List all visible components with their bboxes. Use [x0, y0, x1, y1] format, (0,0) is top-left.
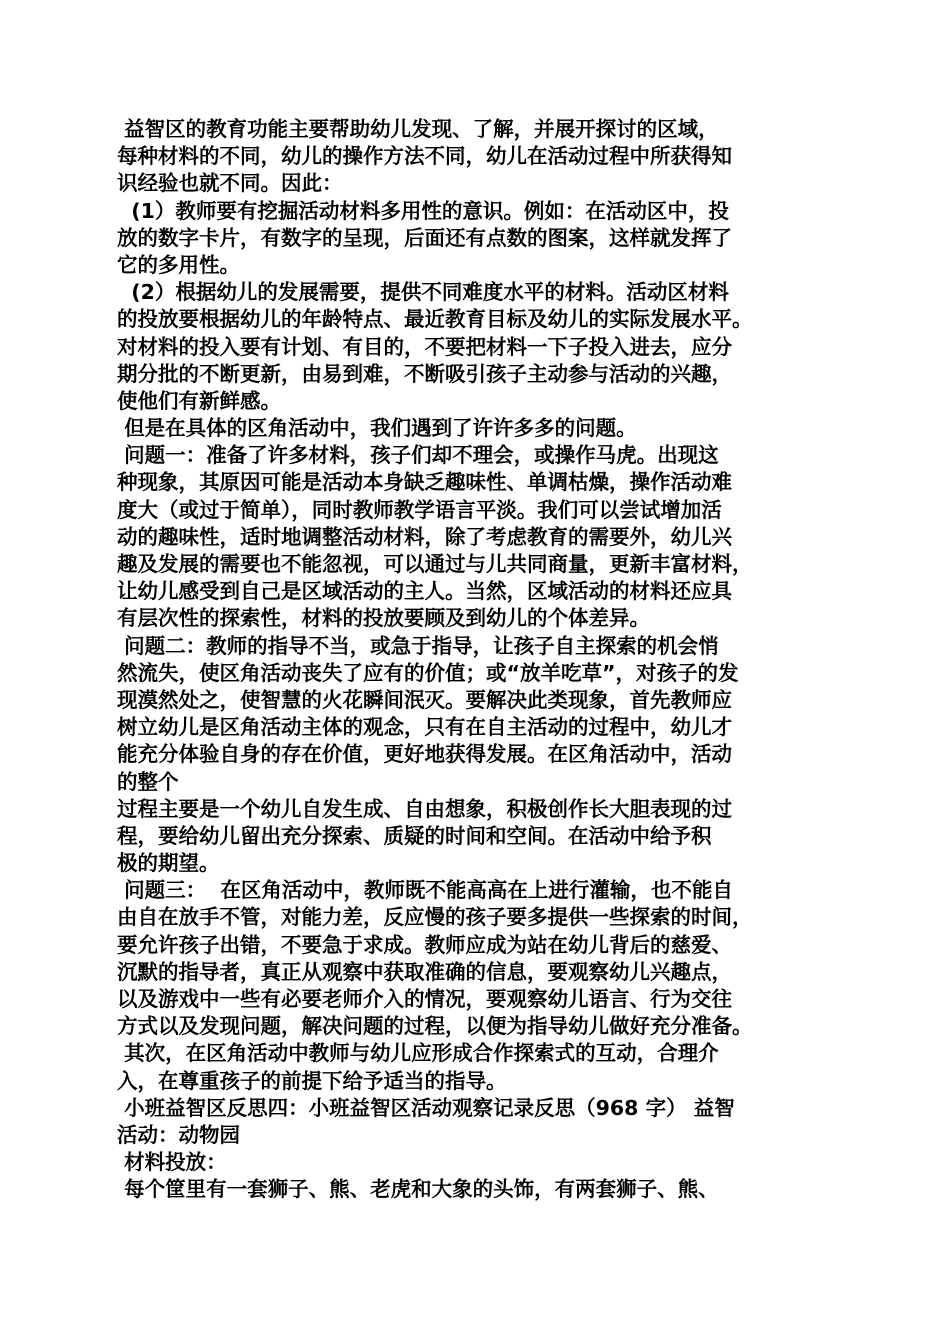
text-line: 它的多用性。	[117, 252, 240, 277]
text-line: 趣及发展的需要也不能忽视，可以通过与儿共同商量，更新丰富材料，	[117, 552, 753, 576]
text-line: 识经验也就不同。因此：	[117, 171, 343, 196]
text-line: 使他们有新鲜感。	[117, 388, 281, 413]
text-line: 放的数字卡片，有数字的呈现，后面还有点数的图案，这样就发挥了	[117, 225, 732, 250]
text-line: 能充分体验自身的存在价值，更好地获得发展。在区角活动中，活动	[117, 742, 732, 767]
text-line: 让幼儿感受到自己是区域活动的主人。当然，区域活动的材料还应具	[117, 579, 732, 604]
document-body	[117, 116, 847, 1204]
text-line: 极的期望。	[117, 851, 220, 876]
text-line: 有层次性的探索性，材料的投放要顾及到幼儿的个体差异。	[117, 606, 650, 631]
text-line: 现漠然处之，使智慧的火花瞬间泯灭。要解决此类现象，首先教师应	[117, 687, 732, 712]
text-line: 树立幼儿是区角活动主体的观念，只有在自主活动的过程中，幼儿才	[117, 715, 732, 740]
text-line: 问题三： 在区角活动中，教师既不能高高在上进行灌输，也不能自	[117, 878, 733, 903]
text-line: (1）教师要有挖掘活动材料多用性的意识。例如：在活动区中，投	[117, 198, 729, 223]
text-line: 然流失，使区角活动丧失了应有的价值；或“放羊吃草”，对孩子的发	[117, 660, 739, 685]
text-line: 益智区的教育功能主要帮助幼儿发现、了解，并展开探讨的区域，	[117, 117, 719, 141]
text-line: 方式以及发现问题，解决问题的过程，以便为指导幼儿做好充分准备。	[117, 1014, 753, 1039]
text-line: 程，要给幼儿留出充分探索、质疑的时间和空间。在活动中给予积	[117, 823, 712, 848]
text-line: 每个筐里有一套狮子、熊、老虎和大象的头饰，有两套狮子、熊、	[117, 1177, 719, 1202]
text-line: 动的趣味性，适时地调整活动材料，除了考虑教育的需要外，幼儿兴	[117, 524, 732, 549]
text-line: 但是在具体的区角活动中，我们遇到了许许多多的问题。	[117, 416, 637, 441]
text-line: 度大（或过于简单），同时教师教学语言平淡。我们可以尝试增加活	[117, 497, 722, 522]
text-line: (2）根据幼儿的发展需要，提供不同难度水平的材料。活动区材料	[117, 280, 729, 305]
text-line: 每种材料的不同，幼儿的操作方法不同，幼儿在活动过程中所获得知	[117, 144, 732, 169]
text-line: 的整个	[117, 769, 179, 794]
text-line: 过程主要是一个幼儿自发生成、自由想象，积极创作长大胆表现的过	[117, 796, 732, 821]
text-line: 的投放要根据幼儿的年龄特点、最近教育目标及幼儿的实际发展水平。	[117, 307, 753, 332]
text-line: 期分批的不断更新，由易到难，不断吸引孩子主动参与活动的兴趣，	[117, 361, 732, 386]
text-line: 问题二：教师的指导不当，或急于指导，让孩子自主探索的机会悄	[117, 633, 719, 658]
text-line: 沉默的指导者，真正从观察中获取准确的信息，要观察幼儿兴趣点，	[117, 959, 732, 984]
text-line: 问题一：准备了许多材料，孩子们却不理会，或操作马虎。出现这	[117, 443, 719, 468]
text-line: 活动：动物园	[117, 1122, 240, 1147]
text-line: 材料投放：	[117, 1150, 227, 1175]
text-line: 对材料的投入要有计划、有目的，不要把材料一下子投入进去，应分	[117, 334, 732, 359]
text-line: 由自在放手不管，对能力差，反应慢的孩子要多提供一些探索的时间，	[117, 905, 753, 930]
text-line: 要允许孩子出错，不要急于求成。教师应成为站在幼儿背后的慈爱、	[117, 932, 732, 957]
text-line: 小班益智区反思四：小班益智区活动观察记录反思（968 字） 益智	[117, 1095, 735, 1120]
text-line: 其次，在区角活动中教师与幼儿应形成合作探索式的互动，合理介	[117, 1041, 719, 1066]
text-line: 以及游戏中一些有必要老师介入的情况，要观察幼儿语言、行为交往	[117, 987, 732, 1011]
text-line: 种现象，其原因可能是活动本身缺乏趣味性、单调枯燥，操作活动难	[117, 470, 732, 495]
text-line: 入，在尊重孩子的前提下给予适当的指导。	[117, 1068, 507, 1093]
